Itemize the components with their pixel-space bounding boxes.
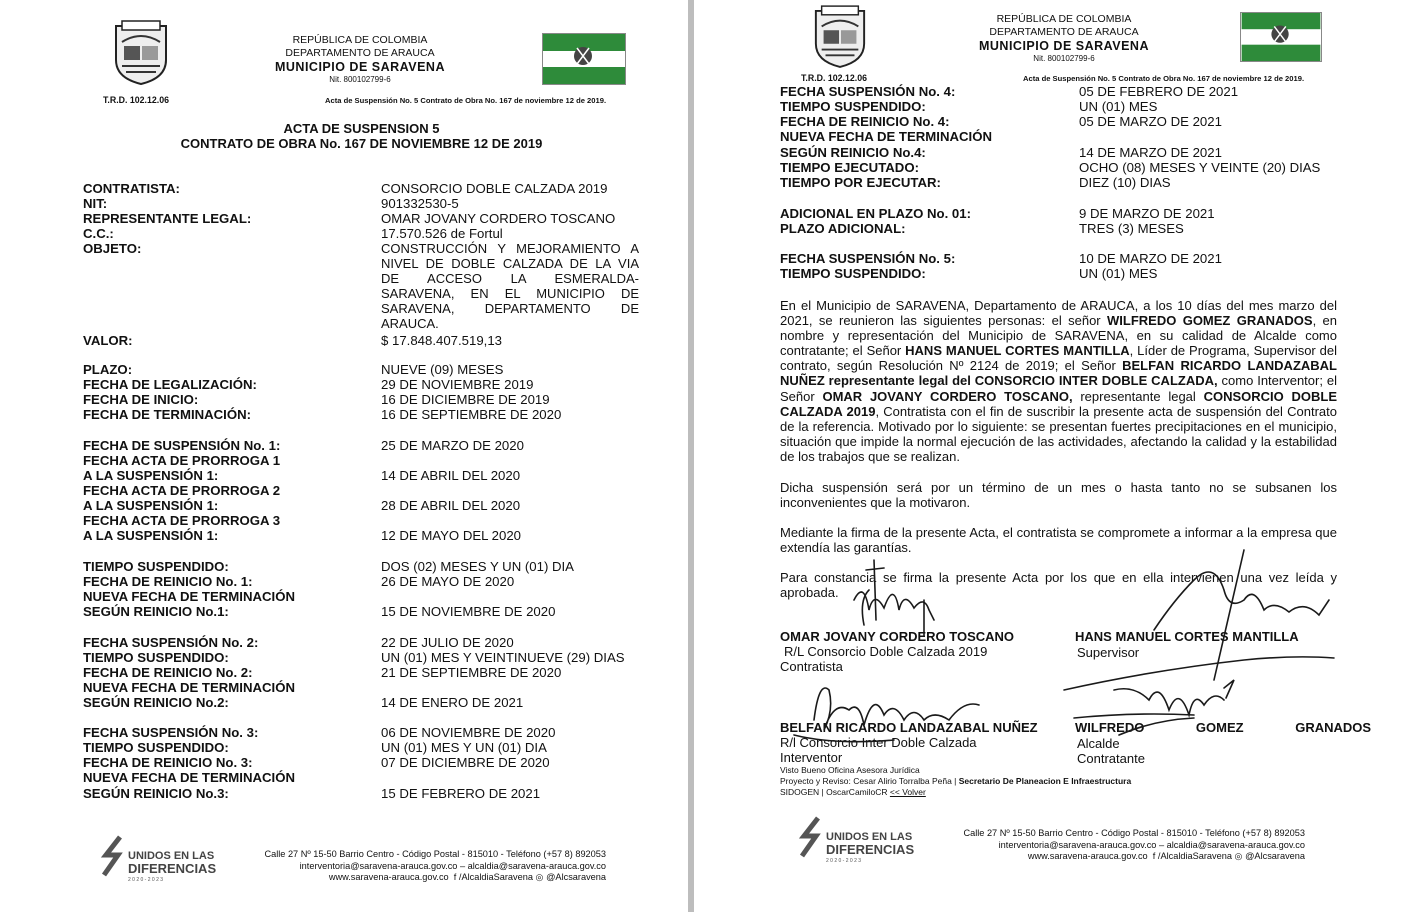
para-text: representante legal bbox=[1072, 388, 1204, 404]
field-label: A LA SUSPENSIÓN 1: bbox=[83, 468, 219, 483]
field-label: FECHA DE SUSPENSIÓN No. 1: bbox=[83, 438, 281, 453]
field-value: 22 DE JULIO DE 2020 bbox=[381, 635, 514, 650]
contract-object-line: SARAVENA, EN EL MUNICIPIO DE bbox=[381, 286, 639, 302]
footer-contact bbox=[250, 849, 606, 884]
field-label: FECHA SUSPENSIÓN No. 3: bbox=[83, 725, 259, 740]
field-value: DIEZ (10) DIAS bbox=[1079, 175, 1171, 190]
field-value: 14 DE MARZO DE 2021 bbox=[1079, 145, 1222, 160]
signer-1-title: Contratista bbox=[780, 659, 843, 674]
field-label: FECHA ACTA DE PRORROGA 2 bbox=[83, 483, 281, 498]
approval-note: Visto Bueno Oficina Asesora Jurídica bbox=[780, 765, 920, 775]
field-label: TIEMPO EJECUTADO: bbox=[780, 160, 919, 175]
header-municipality: MUNICIPIO DE SARAVENA bbox=[274, 60, 445, 74]
field-value: 10 DE MARZO DE 2021 bbox=[1079, 251, 1222, 266]
para-text: como Interventor; el Señor bbox=[780, 373, 1337, 404]
field-label: NUEVA FECHA DE TERMINACIÓN bbox=[83, 680, 295, 695]
logo-text-line1: UNIDOS EN LAS bbox=[128, 850, 215, 862]
field-value: 12 DE MAYO DEL 2020 bbox=[381, 528, 521, 543]
field-label: NUEVA FECHA DE TERMINACIÓN bbox=[83, 770, 295, 785]
field-value: 25 DE MARZO DE 2020 bbox=[381, 438, 524, 453]
contract-object-line: NIVEL DE DOBLE CALZADA DE LA VIA bbox=[381, 256, 639, 272]
para-text: , Líder de Programa, Supervisor del contrato, según Resolución Nº 2124 de 2019; el Señor bbox=[780, 343, 1338, 374]
field-label: FECHA ACTA DE PRORROGA 3 bbox=[83, 513, 281, 528]
field-label: FECHA DE TERMINACIÓN: bbox=[83, 407, 252, 422]
contract-object-line: DE ACCESO LA ESMERALDA- bbox=[381, 271, 639, 287]
volver-link[interactable]: << Volver bbox=[889, 787, 926, 797]
para-text: En el Municipio de SARAVENA, Departamento de ARAUCA, a los 10 días del mes marzo del 2021, se reunieron las siguientes personas: el señor bbox=[780, 298, 1337, 329]
field-label: FECHA DE INICIO: bbox=[83, 392, 199, 407]
document-subtitle: CONTRATO DE OBRA No. 167 DE NOVIEMBRE 12 DE 2019 bbox=[180, 136, 543, 151]
para-bold: WILFREDO GOMEZ GRANADOS bbox=[1107, 313, 1313, 329]
signer-1-role: R/L Consorcio Doble Calzada 2019 bbox=[784, 644, 988, 659]
field-value: TRES (3) MESES bbox=[1079, 221, 1184, 236]
field-label: C.C.: bbox=[83, 226, 114, 241]
trd-code: T.R.D. 102.12.06 bbox=[103, 95, 170, 105]
document-reference: Acta de Suspensión No. 5 Contrato de Obra No. 167 de noviembre 12 de 2019. bbox=[1023, 74, 1305, 83]
footer-contact bbox=[949, 828, 1305, 863]
footer-facebook: /AlcaldiaSaravena bbox=[458, 872, 533, 882]
footer-twitter: @Alcsaravena bbox=[546, 872, 606, 882]
field-value: 901332530-5 bbox=[381, 196, 459, 211]
field-label: FECHA DE REINICIO No. 2: bbox=[83, 665, 253, 680]
signer-2-name: HANS MANUEL CORTES MANTILLA bbox=[1075, 629, 1299, 644]
signature-intro-paragraph: Para constancia se firma la presente Acta por los que en ella intervienen una vez leída y aprobada. bbox=[780, 570, 1337, 601]
logo-text-line2: DIFERENCIAS bbox=[128, 861, 217, 876]
field-value: 15 DE NOVIEMBRE DE 2020 bbox=[381, 604, 556, 619]
field-value: 14 DE ENERO DE 2021 bbox=[381, 695, 524, 710]
footer-emails: interventoria@saravena-arauca.gov.co – alcaldia@saravena-arauca.gov.co bbox=[998, 839, 1305, 850]
signer-3-name: BELFAN RICARDO LANDAZABAL NUÑEZ bbox=[780, 720, 1038, 735]
signer-4-role: Alcalde bbox=[1077, 736, 1120, 751]
footer-web: www.saravena-arauca.gov.co bbox=[1027, 851, 1148, 861]
coat-of-arms-icon bbox=[112, 20, 170, 86]
para-bold: CONSORCIO DOBLE CALZADA 2019 bbox=[780, 388, 1337, 419]
para-text: , Contratista con el fin de suscribir la presente acta de suspensión del Contrato de la referencia. Motivado por lo siguiente: se presentan fuertes precipitaciones en el municipio, situación que impide la normal ejecución de las actividades, afectando la calidad y la estabilidad de los trabajos que se realizan. bbox=[780, 403, 1337, 464]
field-label: TIEMPO SUSPENDIDO: bbox=[83, 559, 229, 574]
trd-code: T.R.D. 102.12.06 bbox=[801, 73, 868, 83]
field-label: TIEMPO SUSPENDIDO: bbox=[780, 99, 926, 114]
signer-4-name: WILFREDO GOMEZ GRANADOS bbox=[1075, 720, 1372, 735]
logo-years: 2 0 2 0 - 2 0 2 3 bbox=[826, 858, 862, 864]
facebook-icon: f bbox=[1152, 851, 1156, 861]
field-value: 07 DE DICIEMBRE DE 2020 bbox=[381, 755, 550, 770]
field-label: CONTRATISTA: bbox=[83, 181, 180, 196]
contract-object bbox=[381, 241, 639, 332]
field-value: 21 DE SEPTIEMBRE DE 2020 bbox=[381, 665, 562, 680]
para-bold: BELFAN RICARDO LANDAZABAL NUÑEZ representante legal del CONSORCIO INTER DOBLE CALZADA, bbox=[780, 358, 1337, 389]
header-nit: Nit. 800102799-6 bbox=[1033, 54, 1095, 63]
field-label: VALOR: bbox=[83, 333, 133, 348]
logo-years: 2 0 2 0 - 2 0 2 3 bbox=[128, 877, 164, 883]
para-text: , en nombre y representación del Municipio de SARAVENA, en su calidad de Alcalde como contratante; el Señor bbox=[780, 313, 1338, 359]
header-nit: Nit. 800102799-6 bbox=[329, 75, 391, 84]
signer-2-role: Supervisor bbox=[1077, 645, 1140, 660]
signer-3-title: Interventor bbox=[780, 750, 843, 765]
guarantee-paragraph: Mediante la firma de la presente Acta, el contratista se compromete a informar a la empresa que extendía las garantías. bbox=[780, 525, 1337, 556]
field-value: 05 DE FEBRERO DE 2021 bbox=[1079, 84, 1239, 99]
para-bold: OMAR JOVANY CORDERO TOSCANO, bbox=[822, 388, 1073, 404]
field-value: 26 DE MAYO DE 2020 bbox=[381, 574, 515, 589]
contract-object-line: CONSTRUCCIÓN Y MEJORAMIENTO A bbox=[381, 241, 639, 256]
unidos-logo-icon bbox=[100, 835, 126, 877]
field-label: FECHA SUSPENSIÓN No. 5: bbox=[780, 251, 956, 266]
document-page-1 bbox=[0, 0, 688, 912]
field-label: TIEMPO POR EJECUTAR: bbox=[780, 175, 941, 190]
document-reference: Acta de Suspensión No. 5 Contrato de Obra No. 167 de noviembre 12 de 2019. bbox=[325, 96, 607, 105]
field-value: DOS (02) MESES Y UN (01) DIA bbox=[381, 559, 574, 574]
field-label: ADICIONAL EN PLAZO No. 01: bbox=[780, 206, 971, 221]
field-value: 17.570.526 de Fortul bbox=[381, 226, 503, 241]
field-label: FECHA SUSPENSIÓN No. 4: bbox=[780, 84, 956, 99]
field-value: OCHO (08) MESES Y VEINTE (20) DIAS bbox=[1079, 160, 1321, 175]
footer-facebook: /AlcaldiaSaravena bbox=[1157, 851, 1232, 861]
field-label: NIT: bbox=[83, 196, 108, 211]
handwritten-signatures bbox=[774, 540, 1372, 780]
field-value: 06 DE NOVIEMBRE DE 2020 bbox=[381, 725, 556, 740]
field-label: SEGÚN REINICIO No.3: bbox=[83, 786, 229, 801]
field-value: 15 DE FEBRERO DE 2021 bbox=[381, 786, 541, 801]
field-label: NUEVA FECHA DE TERMINACIÓN bbox=[83, 589, 295, 604]
field-label: TIEMPO SUSPENDIDO: bbox=[780, 266, 926, 281]
header-country: REPÚBLICA DE COLOMBIA bbox=[292, 34, 428, 46]
field-value: 14 DE ABRIL DEL 2020 bbox=[381, 468, 521, 483]
field-label: FECHA ACTA DE PRORROGA 1 bbox=[83, 453, 281, 468]
footer-web: www.saravena-arauca.gov.co bbox=[328, 872, 449, 882]
logo-text-line1: UNIDOS EN LAS bbox=[826, 831, 913, 843]
field-value: OMAR JOVANY CORDERO TOSCANO bbox=[381, 211, 616, 226]
field-value: $ 17.848.407.519,13 bbox=[381, 333, 502, 348]
signer-4-title: Contratante bbox=[1077, 751, 1145, 766]
meeting-paragraph bbox=[780, 298, 1337, 464]
document-page-2 bbox=[694, 0, 1420, 912]
field-label: PLAZO ADICIONAL: bbox=[780, 221, 906, 236]
field-label: A LA SUSPENSIÓN 1: bbox=[83, 498, 219, 513]
field-label: SEGÚN REINICIO No.1: bbox=[83, 604, 229, 619]
field-label: TIEMPO SUSPENDIDO: bbox=[83, 740, 229, 755]
logo-text-line2: DIFERENCIAS bbox=[826, 842, 915, 857]
sidogen-line bbox=[780, 787, 926, 797]
footer-web-social bbox=[250, 872, 606, 884]
field-value: NUEVE (09) MESES bbox=[381, 362, 504, 377]
field-value: UN (01) MES bbox=[1079, 266, 1158, 281]
header-department: DEPARTAMENTO DE ARAUCA bbox=[989, 26, 1139, 38]
twitter-icon: ◎ bbox=[1234, 851, 1243, 861]
prepared-by-name: Proyecto y Reviso: Cesar Alirio Torralba Peña bbox=[780, 776, 952, 786]
field-label: SEGÚN REINICIO No.2: bbox=[83, 695, 229, 710]
footer-twitter: @Alcsaravena bbox=[1245, 851, 1305, 861]
field-value: UN (01) MES Y VEINTINUEVE (29) DIAS bbox=[381, 650, 625, 665]
suspension-term-paragraph: Dicha suspensión será por un término de un mes o hasta tanto no se subsanen los inconvenientes que la motivaron. bbox=[780, 480, 1337, 511]
field-value: 28 DE ABRIL DEL 2020 bbox=[381, 498, 521, 513]
coat-of-arms-icon bbox=[812, 5, 868, 69]
field-label: FECHA DE REINICIO No. 1: bbox=[83, 574, 253, 589]
field-label: FECHA DE REINICIO No. 3: bbox=[83, 755, 253, 770]
field-label: TIEMPO SUSPENDIDO: bbox=[83, 650, 229, 665]
field-value: CONSORCIO DOBLE CALZADA 2019 bbox=[381, 181, 608, 196]
field-value: 29 DE NOVIEMBRE 2019 bbox=[381, 377, 534, 392]
unidos-logo-icon bbox=[798, 816, 824, 858]
field-label: FECHA DE LEGALIZACIÓN: bbox=[83, 377, 257, 392]
header-municipality: MUNICIPIO DE SARAVENA bbox=[978, 39, 1149, 53]
twitter-icon: ◎ bbox=[535, 872, 544, 882]
document-title: ACTA DE SUSPENSION 5 bbox=[283, 121, 440, 136]
header-department: DEPARTAMENTO DE ARAUCA bbox=[285, 47, 435, 59]
footer-emails: interventoria@saravena-arauca.gov.co – alcaldia@saravena-arauca.gov.co bbox=[299, 860, 606, 871]
footer-address: Calle 27 Nº 15-50 Barrio Centro - Código Postal - 815010 - Teléfono (+57 8) 892053 bbox=[264, 849, 606, 859]
field-value: 16 DE DICIEMBRE DE 2019 bbox=[381, 392, 550, 407]
footer-web-social bbox=[949, 851, 1305, 863]
header-country: REPÚBLICA DE COLOMBIA bbox=[996, 13, 1132, 25]
field-label: A LA SUSPENSIÓN 1: bbox=[83, 528, 219, 543]
field-label: REPRESENTANTE LEGAL: bbox=[83, 211, 252, 226]
field-value: UN (01) MES Y UN (01) DIA bbox=[381, 740, 547, 755]
field-value: 9 DE MARZO DE 2021 bbox=[1079, 206, 1215, 221]
para-bold: HANS MANUEL CORTES MANTILLA bbox=[905, 343, 1130, 359]
field-value: 16 DE SEPTIEMBRE DE 2020 bbox=[381, 407, 562, 422]
field-label: OBJETO: bbox=[83, 241, 142, 256]
sidogen-text: SIDOGEN | OscarCamiloCR bbox=[780, 787, 888, 797]
municipal-flag-icon bbox=[542, 33, 626, 85]
footer-address: Calle 27 Nº 15-50 Barrio Centro - Código Postal - 815010 - Teléfono (+57 8) 892053 bbox=[963, 828, 1305, 838]
signer-1-name: OMAR JOVANY CORDERO TOSCANO bbox=[780, 629, 1015, 644]
prepared-by: Proyecto y Reviso: Cesar Alirio Torralba Peña | Secretario De Planeacion E Infraestructura bbox=[780, 776, 1132, 786]
prepared-by-office: Secretario De Planeacion E Infraestructura bbox=[958, 776, 1132, 786]
field-label: NUEVA FECHA DE TERMINACIÓN bbox=[780, 129, 992, 144]
field-label: SEGÚN REINICIO No.4: bbox=[780, 145, 926, 160]
municipal-flag-icon bbox=[1240, 12, 1322, 62]
field-value: UN (01) MES bbox=[1079, 99, 1158, 114]
contract-object-line: ARAUCA. bbox=[381, 316, 439, 332]
field-label: FECHA SUSPENSIÓN No. 2: bbox=[83, 635, 259, 650]
contract-object-line: SARAVENA, DEPARTAMENTO DE bbox=[381, 301, 639, 317]
signer-3-role: R/l Consorcio Inter Doble Calzada bbox=[780, 735, 977, 750]
field-label: FECHA DE REINICIO No. 4: bbox=[780, 114, 950, 129]
facebook-icon: f bbox=[453, 872, 457, 882]
field-label: PLAZO: bbox=[83, 362, 133, 377]
field-value: 05 DE MARZO DE 2021 bbox=[1079, 114, 1222, 129]
